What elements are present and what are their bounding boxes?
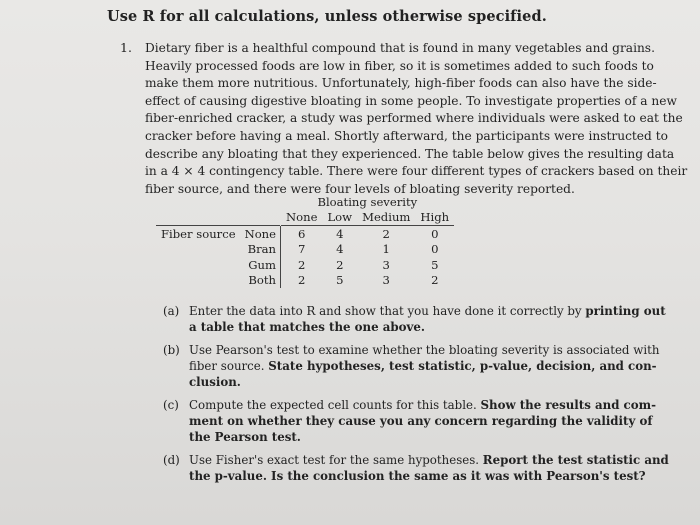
problem-line: fiber source, and there were four levels of bloating severity reported. (145, 181, 575, 196)
problem-line: effect of causing digestive bloating in some people. To investigate properties of a new (145, 93, 677, 108)
problem-line: Dietary fiber is a healthful compound that is found in many vegetables and grains. (145, 41, 655, 55)
table-cell: 0 (431, 242, 439, 257)
column-header: High (420, 210, 450, 225)
table-cell: 5 (431, 257, 439, 272)
table-cell: 5 (336, 273, 344, 288)
table-row (156, 226, 454, 242)
part-b (163, 342, 660, 390)
part-text: Use Fisher's exact test for the same hypotheses. (189, 453, 483, 467)
part-label: (b) (163, 343, 180, 357)
part-a (163, 303, 666, 335)
table-cell: 2 (298, 273, 306, 288)
part-emphasis: the p-value. Is the conclusion the same as it was with Pearson's test? (189, 469, 646, 483)
problem-line: Heavily processed foods are low in fiber, so it is sometimes added to such foods to (145, 58, 654, 73)
column-header: Low (327, 210, 353, 225)
table-cell: 4 (322, 226, 357, 242)
table-cell: 2 (336, 257, 344, 272)
part-text: Use Pearson's test to examine whether the bloating severity is associated with (189, 343, 660, 357)
part-text: Compute the expected cell counts for this table. (189, 398, 481, 412)
part-emphasis: State hypotheses, test statistic, p-value, decision, and con- (268, 359, 657, 373)
table-cell: 6 (281, 226, 323, 242)
column-header: None (286, 210, 318, 225)
table-cell: 0 (415, 226, 454, 242)
problem-line: make them more nutritious. Unfortunately, high-fiber foods can also have the side- (145, 76, 657, 91)
part-label: (c) (163, 398, 179, 412)
table-row (156, 242, 454, 258)
problem-statement (145, 40, 688, 198)
part-d (163, 452, 669, 484)
row-title: Fiber source (156, 226, 240, 242)
column-header: Medium (362, 210, 411, 225)
part-emphasis: printing out (585, 304, 666, 318)
question-number: 1. (120, 40, 132, 55)
problem-line: cracker before having a meal. Shortly afterward, the participants were instructed to (145, 128, 668, 143)
column-title: Bloating severity (317, 194, 418, 209)
part-emphasis: the Pearson test. (189, 430, 301, 444)
part-label: (a) (163, 304, 180, 318)
row-header: None (240, 226, 281, 242)
part-emphasis: clusion. (189, 375, 241, 389)
problem-line: fiber-enriched cracker, a study was performed where individuals were asked to eat the (145, 111, 683, 126)
row-header: Gum (240, 257, 281, 273)
part-text: fiber source. (189, 359, 269, 373)
table-row (156, 273, 454, 289)
table-row (156, 257, 454, 273)
contingency-table (156, 194, 454, 288)
part-emphasis: a table that matches the one above. (189, 320, 425, 334)
table-cell: 7 (298, 242, 306, 257)
problem-line: describe any bloating that they experienced. The table below gives the resulting data (145, 146, 675, 161)
part-c (163, 397, 656, 445)
instructions-heading: Use R for all calculations, unless otherwise specified. (107, 8, 547, 25)
table-cell: 3 (382, 257, 390, 272)
table-cell: 2 (298, 257, 306, 272)
question-parts (163, 303, 669, 491)
part-label: (d) (163, 453, 180, 467)
table-cell: 2 (431, 273, 439, 288)
problem-line: in a 4 × 4 contingency table. There were four different types of crackers based on their (145, 164, 688, 179)
part-text: Enter the data into R and show that you have done it correctly by (189, 304, 586, 318)
row-header: Bran (240, 242, 281, 258)
row-header: Both (240, 273, 281, 289)
part-emphasis: ment on whether they cause you any concern regarding the validity of (189, 414, 653, 428)
table-cell: 4 (336, 242, 344, 257)
table-cell: 1 (382, 242, 390, 257)
part-emphasis: Show the results and com- (480, 398, 656, 412)
part-emphasis: Report the test statistic and (482, 453, 669, 467)
table-cell: 2 (357, 226, 415, 242)
table-cell: 3 (382, 273, 390, 288)
